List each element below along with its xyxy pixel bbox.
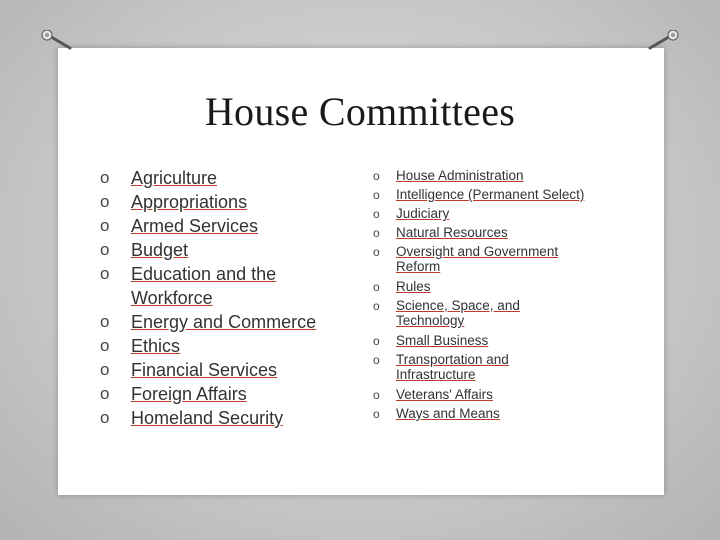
page-title: House Committees xyxy=(204,89,516,134)
list-item xyxy=(373,279,623,295)
list-item xyxy=(100,238,350,262)
committee-list-right xyxy=(373,168,623,425)
pushpin-icon xyxy=(40,30,84,52)
committee-link[interactable]: Oversight and Government Reform xyxy=(396,244,559,274)
bullet: o xyxy=(373,353,380,367)
committee-link[interactable]: Natural Resources xyxy=(396,225,508,240)
list-item xyxy=(100,406,350,430)
bullet: o xyxy=(100,312,110,331)
committee-link[interactable]: Foreign Affairs xyxy=(131,384,247,404)
bullet: o xyxy=(100,216,110,235)
list-item xyxy=(100,262,350,310)
bullet: o xyxy=(100,168,110,187)
bullet: o xyxy=(373,280,380,294)
list-item xyxy=(100,190,350,214)
bullet: o xyxy=(373,407,380,421)
committee-link[interactable]: Veterans' Affairs xyxy=(396,387,493,402)
list-item xyxy=(373,187,623,203)
committee-list-left xyxy=(100,166,350,430)
list-item xyxy=(100,382,350,406)
committee-link[interactable]: Small Business xyxy=(396,333,489,348)
bullet: o xyxy=(373,388,380,402)
pushpin-icon xyxy=(636,30,680,52)
bullet: o xyxy=(100,384,110,403)
list-item xyxy=(100,358,350,382)
list-item xyxy=(373,225,623,241)
committee-link[interactable]: Transportation and Infrastructure xyxy=(396,352,509,382)
list-item xyxy=(100,166,350,190)
committee-link[interactable]: Homeland Security xyxy=(131,408,284,428)
committee-link[interactable]: Ethics xyxy=(131,336,181,356)
bullet: o xyxy=(100,240,110,259)
bullet: o xyxy=(373,334,380,348)
committee-link[interactable]: House Administration xyxy=(396,168,524,183)
committee-link[interactable]: Agriculture xyxy=(131,168,218,188)
list-item xyxy=(373,387,623,403)
committee-link[interactable]: Rules xyxy=(396,279,431,294)
bullet: o xyxy=(373,207,380,221)
committee-link[interactable]: Financial Services xyxy=(131,360,278,380)
list-item xyxy=(373,206,623,222)
bullet: o xyxy=(100,192,110,211)
bullet: o xyxy=(100,408,110,427)
bullet: o xyxy=(373,299,380,313)
list-item xyxy=(373,333,623,349)
committee-link[interactable]: Energy and Commerce xyxy=(131,312,317,332)
list-item xyxy=(100,214,350,238)
bullet: o xyxy=(373,226,380,240)
list-item xyxy=(100,334,350,358)
committee-link[interactable]: Budget xyxy=(131,240,189,260)
committee-link[interactable]: Ways and Means xyxy=(396,406,500,421)
list-item xyxy=(373,244,623,274)
bullet: o xyxy=(100,336,110,355)
committee-link[interactable]: Appropriations xyxy=(131,192,248,212)
list-item xyxy=(373,406,623,422)
committee-link[interactable]: Intelligence (Permanent Select) xyxy=(396,187,585,202)
list-item xyxy=(373,168,623,184)
committee-link[interactable]: Education and the Workforce xyxy=(131,264,277,308)
bullet: o xyxy=(373,188,380,202)
committee-link[interactable]: Judiciary xyxy=(396,206,450,221)
committee-link[interactable]: Science, Space, and Technology xyxy=(396,298,520,328)
committee-link[interactable]: Armed Services xyxy=(131,216,259,236)
bullet: o xyxy=(100,360,110,379)
bullet: o xyxy=(100,264,110,283)
list-item xyxy=(373,298,623,328)
list-item xyxy=(100,310,350,334)
bullet: o xyxy=(373,245,380,259)
bullet: o xyxy=(373,169,380,183)
list-item xyxy=(373,352,623,382)
